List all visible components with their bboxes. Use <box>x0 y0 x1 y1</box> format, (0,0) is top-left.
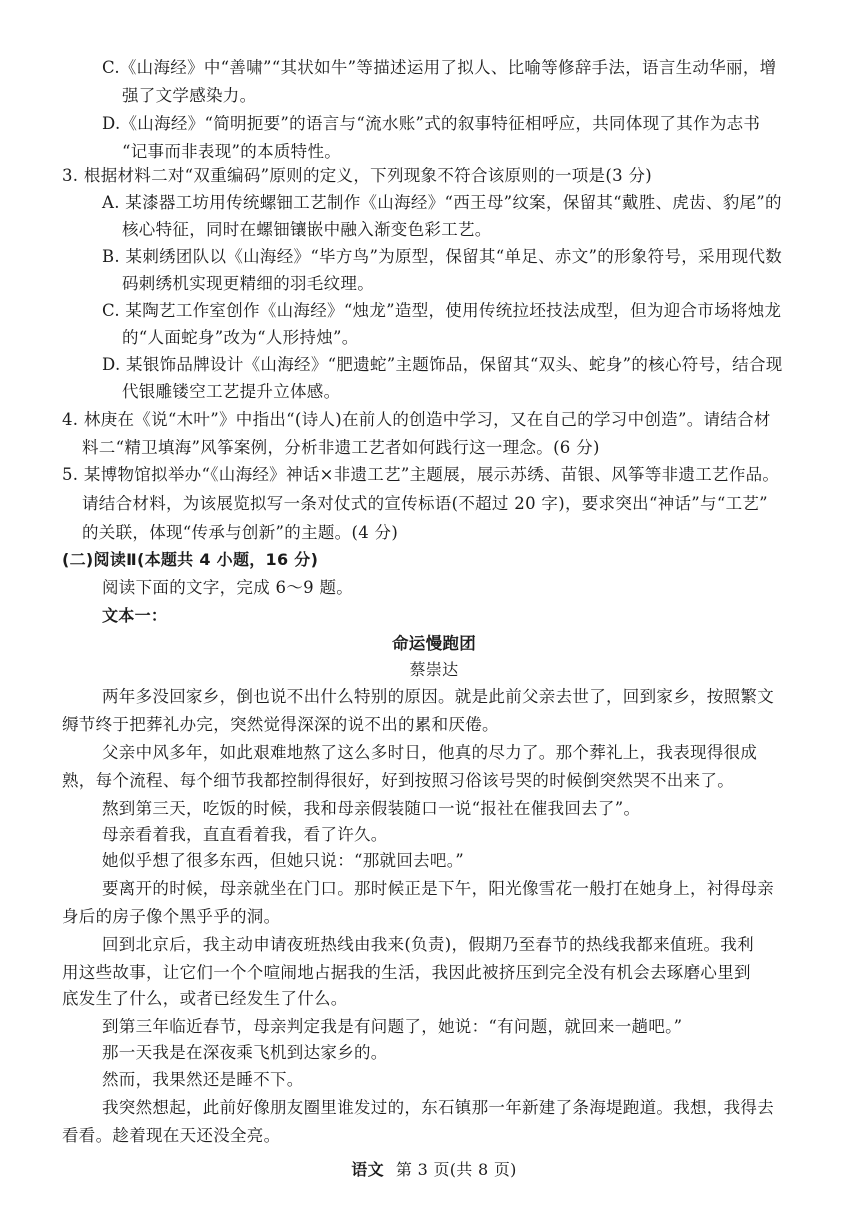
q3-option-a-line1: A. 某漆器工坊用传统螺钿工艺制作《山海经》“西王母”纹案，保留其“戴胜、虎齿、豹尾”的 <box>102 193 782 212</box>
story-paragraph-8: 到第三年临近春节，母亲判定我是有问题了，她说：“有问题，就回来一趟吧。” <box>102 1017 683 1036</box>
q2-option-d-line2: “记事而非表现”的本质特性。 <box>122 142 342 161</box>
story-paragraph-11-line2: 看看。趁着现在天还没全亮。 <box>62 1126 281 1145</box>
q5-line1: 5. 某博物馆拟举办“《山海经》神话×非遗工艺”主题展，展示苏绣、苗银、风筝等非遗工艺作品。 <box>62 465 780 484</box>
q2-option-c-line1: C.《山海经》中“善啸”“其状如牛”等描述运用了拟人、比喻等修辞手法，语言生动华丽，增 <box>102 58 777 77</box>
q3-option-c-line1: C. 某陶艺工作室创作《山海经》“烛龙”造型，使用传统拉坯技法成型，但为迎合市场将烛龙 <box>102 301 782 320</box>
story-title: 命运慢跑团 <box>392 634 476 653</box>
text-label: 文本一： <box>102 606 168 625</box>
story-paragraph-7-line3: 底发生了什么，或者已经发生了什么。 <box>62 989 348 1008</box>
q2-option-c-line2: 强了文学感染力。 <box>122 86 257 105</box>
story-paragraph-3: 熬到第三天，吃饭的时候，我和母亲假装随口一说“报社在催我回去了”。 <box>102 799 641 818</box>
q3-option-b-line1: B. 某刺绣团队以《山海经》“毕方鸟”为原型，保留其“单足、赤文”的形象符号，采用现代数 <box>102 247 783 266</box>
story-paragraph-6-line1: 要离开的时候，母亲就坐在门口。那时候正是下午，阳光像雪花一般打在她身上，衬得母亲 <box>102 879 774 898</box>
story-paragraph-1-line2: 缛节终于把葬礼办完，突然觉得深深的说不出的累和厌倦。 <box>62 715 499 734</box>
q3-stem: 3. 根据材料二对“双重编码”原则的定义，下列现象不符合该原则的一项是(3 分) <box>62 166 652 185</box>
story-author: 蔡崇达 <box>409 660 459 679</box>
story-paragraph-2-line2: 熟，每个流程、每个细节我都控制得很好，好到按照习俗该号哭的时候倒突然哭不出来了。 <box>62 771 734 790</box>
story-paragraph-2-line1: 父亲中风多年，如此艰难地熬了这么多时日，他真的尽力了。那个葬礼上，我表现得很成 <box>102 743 758 762</box>
q3-option-a-line2: 核心特征，同时在螺钿镶嵌中融入渐变色彩工艺。 <box>122 220 492 239</box>
story-paragraph-4: 母亲看着我，直直看着我，看了许久。 <box>102 825 388 844</box>
story-paragraph-11-line1: 我突然想起，此前好像朋友圈里谁发过的，东石镇那一年新建了条海堤跑道。我想，我得去 <box>102 1098 774 1117</box>
footer-subject: 语文 <box>351 1160 384 1179</box>
section-instruction: 阅读下面的文字，完成 6～9 题。 <box>102 578 354 597</box>
q4-line2: 料二“精卫填海”风筝案例，分析非遗工艺者如何践行这一理念。(6 分) <box>82 438 600 457</box>
q2-option-d-line1: D.《山海经》“简明扼要”的语言与“流水账”式的叙事特征相呼应，共同体现了其作为志书 <box>102 114 761 133</box>
q5-line3: 的关联，体现“传承与创新”的主题。(4 分) <box>82 523 399 542</box>
section-heading: (二)阅读Ⅱ(本题共 4 小题，16 分) <box>62 550 319 569</box>
story-paragraph-7-line1: 回到北京后，我主动申请夜班热线由我来(负责)，假期乃至春节的热线我都来值班。我利 <box>102 935 754 954</box>
story-paragraph-6-line2: 身后的房子像个黑乎乎的洞。 <box>62 907 281 926</box>
story-paragraph-10: 然而，我果然还是睡不下。 <box>102 1070 304 1089</box>
story-paragraph-7-line2: 用这些故事，让它们一个个喧闹地占据我的生活，我因此被挤压到完全没有机会去琢磨心里到 <box>62 963 751 982</box>
q3-option-d-line2: 代银雕镂空工艺提升立体感。 <box>122 382 341 401</box>
story-paragraph-9: 那一天我是在深夜乘飞机到达家乡的。 <box>102 1043 388 1062</box>
footer-page-number: 第 3 页(共 8 页) <box>395 1160 517 1179</box>
q4-line1: 4. 林庚在《说“木叶”》中指出“(诗人)在前人的创造中学习，又在自己的学习中创造”。请结合材 <box>62 410 771 429</box>
q3-option-b-line2: 码刺绣机实现更精细的羽毛纹理。 <box>122 274 374 293</box>
q3-option-d-line1: D. 某银饰品牌设计《山海经》“肥遗蛇”主题饰品，保留其“双头、蛇身”的核心符号，结合现 <box>102 355 783 374</box>
story-paragraph-1-line1: 两年多没回家乡，倒也说不出什么特别的原因。就是此前父亲去世了，回到家乡，按照繁文 <box>102 687 774 706</box>
q3-option-c-line2: 的“人面蛇身”改为“人形持烛”。 <box>122 328 359 347</box>
q5-line2: 请结合材料，为该展览拟写一条对仗式的宣传标语(不超过 20 字)，要求突出“神话”与“工艺” <box>82 494 768 513</box>
page-footer <box>0 1158 868 1182</box>
story-paragraph-5: 她似乎想了很多东西，但她只说：“那就回去吧。” <box>102 851 465 870</box>
